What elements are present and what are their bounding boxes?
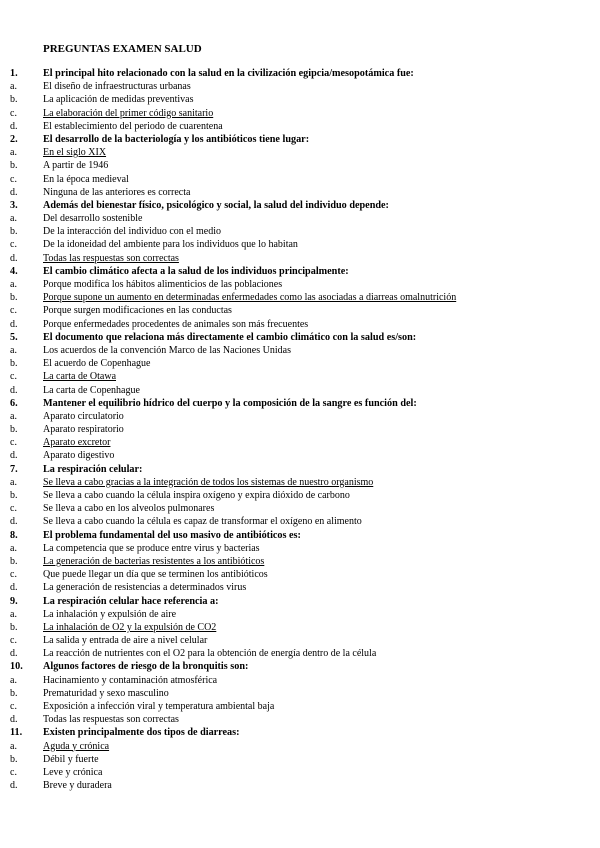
option-letter: c. (10, 503, 17, 515)
answer-option (0, 449, 600, 462)
question-item (0, 133, 600, 146)
option-letter: c. (10, 173, 17, 185)
option-text: La reacción de nutrientes con el O2 para la obtención de energía dentro de la célula (43, 648, 377, 660)
answer-option (0, 410, 600, 423)
option-letter: a. (10, 81, 17, 93)
option-text: De la idoneidad del ambiente para los individuos que lo habitan (43, 239, 298, 251)
option-letter: d. (10, 252, 18, 264)
option-text: Hacinamiento y contaminación atmosférica (43, 674, 218, 686)
option-letter: d. (10, 516, 18, 528)
option-letter: b. (10, 687, 18, 699)
option-letter: a. (10, 410, 17, 422)
question-item (0, 595, 600, 608)
option-text: Aguda y crónica (43, 740, 110, 752)
option-letter: b. (10, 94, 18, 106)
answer-option (0, 93, 600, 106)
answer-option (0, 489, 600, 502)
question-number: 1. (10, 68, 18, 79)
option-letter: a. (10, 147, 17, 159)
option-text: Breve y duradera (43, 780, 112, 792)
answer-option (0, 647, 600, 660)
option-text: Los acuerdos de la convención Marco de las Naciones Unidas (43, 344, 291, 356)
question-number: 2. (10, 133, 18, 145)
answer-option (0, 634, 600, 647)
option-letter: c. (10, 239, 17, 251)
answer-option (0, 304, 600, 317)
answer-option (0, 318, 600, 331)
option-letter: d. (10, 120, 18, 132)
option-letter: d. (10, 384, 18, 396)
option-letter: b. (10, 490, 18, 501)
option-text: Aparato excretor (43, 437, 111, 449)
question-number: 10. (10, 661, 23, 673)
question-text: La respiración celular: (43, 463, 143, 475)
question-text: La respiración celular hace referencia a: (43, 595, 219, 607)
option-text: Aparato circulatorio (43, 410, 124, 422)
question-item (0, 660, 600, 673)
option-text: Se lleva a cabo gracias a la integración de todos los sistemas de nuestro organismo (43, 476, 374, 488)
answer-option (0, 713, 600, 726)
answer-option (0, 581, 600, 594)
option-text: Todas las respuestas son correctas (43, 252, 179, 264)
answer-option (0, 80, 600, 93)
answer-option-correct (0, 555, 600, 568)
option-letter: d. (10, 648, 18, 660)
answer-option-correct (0, 436, 600, 449)
question-text: Mantener el equilibrio hídrico del cuerpo y la composición de la sangre es función del: (43, 397, 417, 409)
option-text: Todas las respuestas son correctas (43, 714, 179, 726)
question-item (0, 529, 600, 542)
answer-option (0, 120, 600, 133)
answer-option (0, 173, 600, 186)
question-number: 4. (10, 265, 18, 277)
answer-option (0, 687, 600, 700)
answer-option-correct (0, 252, 600, 265)
option-letter: b. (10, 292, 18, 304)
option-letter: a. (10, 542, 17, 554)
question-text: El desarrollo de la bacteriología y los antibióticos tiene lugar: (43, 133, 310, 145)
option-letter: b. (10, 621, 18, 633)
answer-option (0, 225, 600, 238)
answer-option (0, 384, 600, 397)
option-text: Porque supone un aumento en determinadas enfermedades como las asociadas a diarreas omalnutrición (43, 292, 457, 304)
question-number: 5. (10, 331, 18, 343)
answer-option (0, 515, 600, 528)
option-letter: b. (10, 226, 18, 238)
option-letter: c. (10, 305, 17, 317)
answer-option-correct (0, 370, 600, 383)
option-letter: c. (10, 701, 17, 712)
option-letter: a. (10, 213, 17, 225)
question-number: 7. (10, 463, 18, 475)
question-item (0, 397, 600, 410)
question-number: 6. (10, 397, 18, 409)
question-number: 3. (10, 199, 18, 211)
option-text: La elaboración del primer código sanitario (43, 107, 214, 119)
option-text: La aplicación de medidas preventivas (43, 94, 194, 106)
question-number: 9. (10, 595, 18, 607)
option-letter: a. (10, 344, 17, 356)
option-letter: c. (10, 635, 17, 647)
answer-option (0, 674, 600, 687)
option-text: Porque modifica los hábitos alimenticios de las poblaciones (43, 279, 283, 290)
option-letter: b. (10, 753, 18, 765)
option-text: Se lleva a cabo cuando la célula es capaz de transformar el oxígeno en alimento (43, 516, 362, 528)
option-text: El acuerdo de Copenhague (43, 358, 151, 370)
answer-option (0, 357, 600, 370)
option-letter: d. (10, 318, 18, 330)
option-text: Del desarrollo sostenible (43, 213, 143, 225)
question-item (0, 463, 600, 476)
answer-option (0, 542, 600, 555)
question-text: El problema fundamental del uso masivo de antibióticos es: (43, 529, 301, 541)
answer-option (0, 423, 600, 436)
option-text: El establecimiento del periodo de cuarentena (43, 120, 223, 132)
option-letter: d. (10, 582, 18, 594)
option-text: La carta de Otawa (43, 371, 117, 383)
option-letter: b. (10, 358, 18, 370)
option-text: Aparato digestivo (43, 450, 115, 462)
answer-option (0, 568, 600, 581)
option-text: A partir de 1946 (43, 160, 109, 172)
option-text: Porque surgen modificaciones en las conductas (43, 305, 232, 317)
option-letter: c. (10, 766, 17, 778)
option-text: De la interacción del individuo con el medio (43, 226, 221, 238)
answer-option (0, 608, 600, 621)
answer-option-correct (0, 476, 600, 489)
answer-option (0, 186, 600, 199)
question-item (0, 726, 600, 739)
question-item (0, 199, 600, 212)
option-text: La generación de resistencias a determinados virus (43, 582, 247, 594)
option-letter: a. (10, 476, 17, 488)
question-text: Además del bienestar físico, psicológico y social, la salud del individuo depende: (43, 199, 389, 211)
answer-option (0, 238, 600, 251)
question-item (0, 265, 600, 278)
option-text: Leve y crónica (43, 766, 103, 778)
answer-option-correct (0, 291, 600, 304)
option-letter: c. (10, 107, 17, 119)
answer-option (0, 502, 600, 515)
question-item (0, 331, 600, 344)
option-letter: c. (10, 569, 17, 581)
answer-option (0, 212, 600, 225)
option-text: Se lleva a cabo en los alveolos pulmonares (43, 503, 215, 515)
option-text: La generación de bacterias resistentes a los antibióticos (43, 555, 265, 567)
answer-option (0, 278, 600, 291)
question-text: El cambio climático afecta a la salud de los individuos principalmente: (43, 265, 349, 277)
question-number: 11. (10, 727, 23, 739)
answer-option-correct (0, 107, 600, 120)
option-text: La inhalación y expulsión de aire (43, 608, 177, 620)
option-letter: a. (10, 674, 17, 686)
option-text: Débil y fuerte (43, 753, 99, 765)
option-letter: b. (10, 424, 18, 436)
page-title: PREGUNTAS EXAMEN SALUD (43, 43, 202, 55)
option-letter: d. (10, 450, 18, 462)
option-text: La inhalación de O2 y la expulsión de CO2 (43, 621, 217, 633)
answer-option-correct (0, 621, 600, 634)
option-letter: c. (10, 371, 17, 383)
answer-option (0, 159, 600, 172)
option-text: Porque enfermedades procedentes de animales son más frecuentes (43, 318, 309, 330)
option-letter: b. (10, 160, 18, 172)
option-text: En la época medieval (43, 173, 129, 185)
option-text: La salida y entrada de aire a nivel celular (43, 635, 208, 647)
option-letter: c. (10, 437, 17, 449)
question-item (0, 67, 600, 80)
question-text: Existen principalmente dos tipos de diarreas: (43, 727, 240, 739)
option-text: Aparato respiratorio (43, 424, 124, 436)
answer-option-correct (0, 740, 600, 753)
option-text: Prematuridad y sexo masculino (43, 687, 169, 699)
answer-option (0, 779, 600, 792)
option-text: La competencia que se produce entre virus y bacterias (43, 542, 260, 554)
option-letter: d. (10, 714, 18, 726)
answer-option-correct (0, 146, 600, 159)
option-text: El diseño de infraestructuras urbanas (43, 81, 191, 93)
option-text: La carta de Copenhague (43, 384, 140, 396)
question-list (0, 67, 600, 792)
option-letter: a. (10, 279, 17, 290)
option-text: Que puede llegar un día que se terminen los antibióticos (43, 569, 268, 581)
answer-option (0, 753, 600, 766)
option-letter: d. (10, 780, 18, 792)
question-text: El documento que relaciona más directamente el cambio climático con la salud es/son: (43, 331, 417, 343)
question-number: 8. (10, 529, 18, 541)
answer-option (0, 700, 600, 713)
option-letter: a. (10, 740, 17, 752)
option-letter: a. (10, 608, 17, 620)
option-text: Exposición a infección viral y temperatura ambiental baja (43, 701, 275, 712)
question-text: El principal hito relacionado con la salud en la civilización egipcia/mesopotámica fue: (43, 68, 414, 79)
option-text: Ninguna de las anteriores es correcta (43, 186, 191, 198)
option-text: Se lleva a cabo cuando la célula inspira oxígeno y expira dióxido de carbono (43, 490, 350, 501)
question-text: Algunos factores de riesgo de la bronquitis son: (43, 661, 249, 673)
option-letter: d. (10, 186, 18, 198)
answer-option (0, 344, 600, 357)
option-letter: b. (10, 555, 18, 567)
answer-option (0, 766, 600, 779)
option-text: En el siglo XIX (43, 147, 107, 159)
